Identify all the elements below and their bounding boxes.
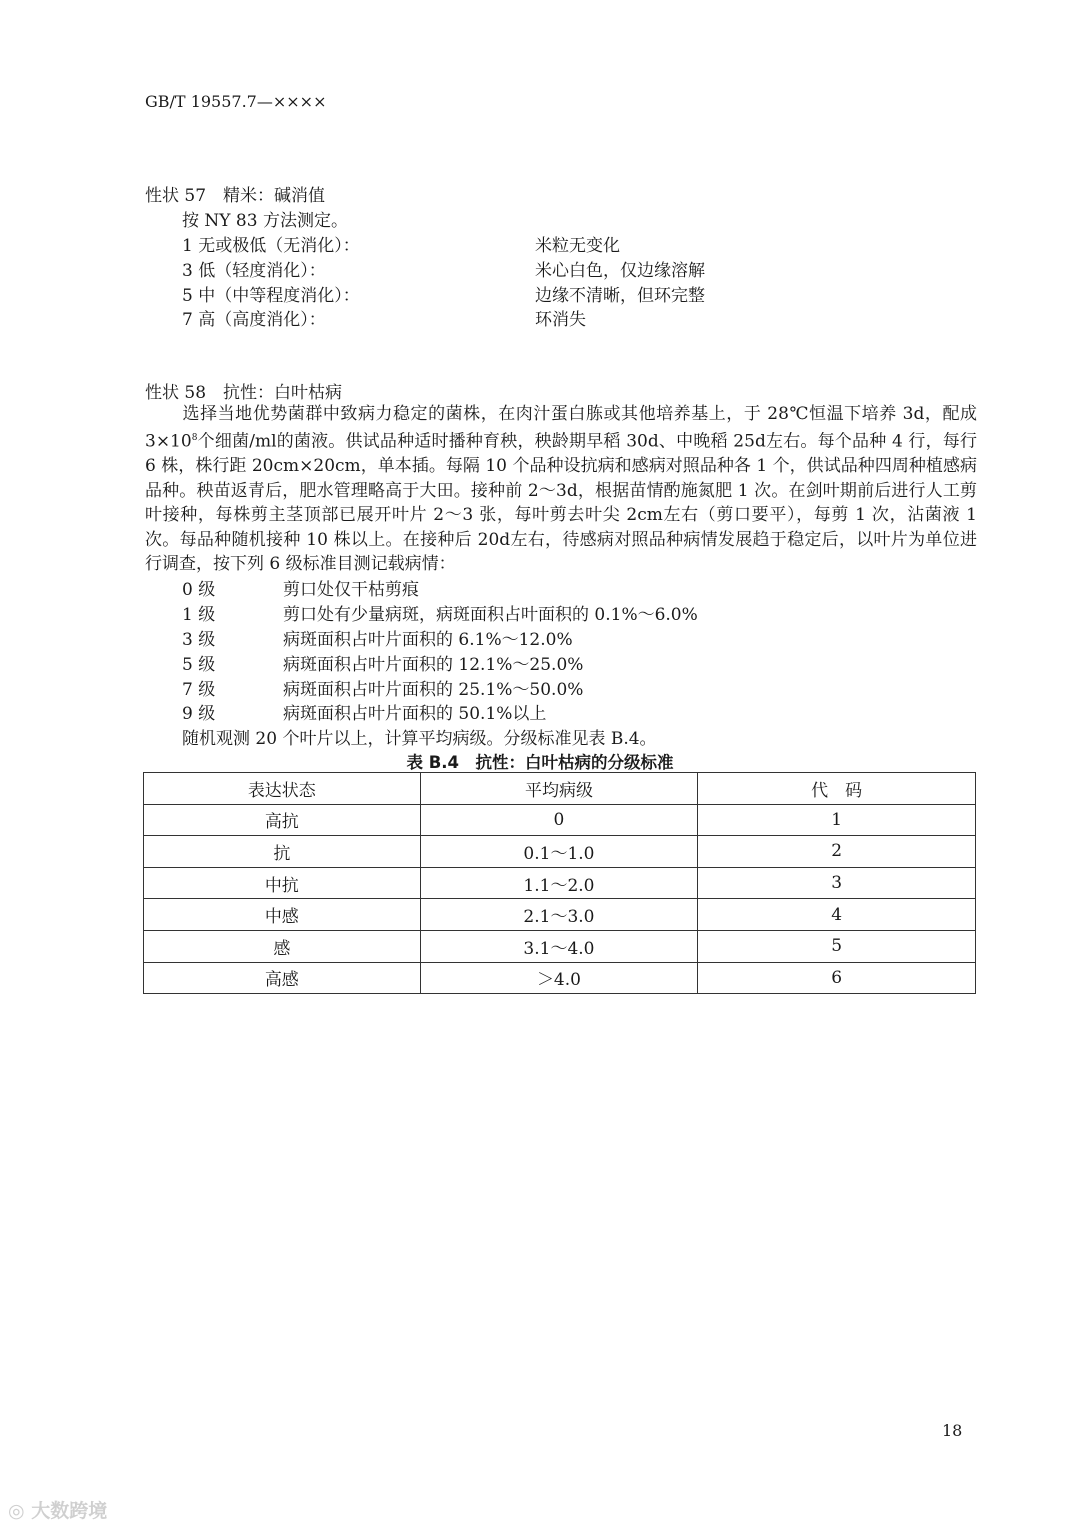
level-0: 0 级 (182, 580, 216, 600)
table-row (144, 962, 976, 994)
table-header-row (144, 773, 976, 805)
table-cell: 3.1～4.0 (420, 930, 698, 962)
level-3: 3 级 (182, 630, 216, 650)
closing-sentence: 随机观测 20 个叶片以上，计算平均病级。分级标准见表 B.4。 (182, 729, 657, 749)
trait-58-paragraph-b: 个细菌/ml的菌液。供试品种适时播种育秧，秧龄期早稻 30d、中晚稻 25d左右。每个品种 4 行，每行 6 株，株行距 20cm×20cm，单本插。每隔 10 个品种设抗病和感病对照品种各 1 个，供试品种四周种植感病品种。秧苗返青后，肥水管理略高于大田。接种前 2～3d，根据苗情酌施氮肥 1 次。在剑叶期前后进行人工剪叶接种，每株剪主茎顶部已展开叶片 2～3 张，每叶剪去叶尖 2cm左右（剪口要平），每剪 1 次，沾菌液 1 次。每品种随机接种 10 株以上。在接种后 20d左右，待感病对照品种病情发展趋于稳定后，以叶片为单位进行调查，按下列 6 级标准目测记载病情： (145, 432, 977, 575)
header-average-grade: 平均病级 (420, 773, 698, 805)
level-9-desc: 病斑面积占叶片面积的 50.1%以上 (283, 704, 547, 724)
level-5-desc: 病斑面积占叶片面积的 12.1%～25.0% (283, 655, 584, 675)
table-row (144, 804, 976, 836)
header-expression-state: 表达状态 (144, 773, 421, 805)
trait-58-paragraph (145, 402, 977, 577)
table-row (144, 930, 976, 962)
level-1: 1 级 (182, 605, 216, 625)
trait-57-grade-1: 1 无或极低（无消化）： (182, 236, 360, 256)
grading-table (143, 772, 976, 994)
trait-58-paragraph-sup: 8 (191, 433, 198, 444)
document-header: GB/T 19557.7—×××× (145, 92, 327, 111)
table-cell: 1.1～2.0 (420, 867, 698, 899)
header-code: 代 码 (698, 773, 976, 805)
page-number: 18 (942, 1421, 963, 1440)
level-9: 9 级 (182, 704, 216, 724)
level-7: 7 级 (182, 680, 216, 700)
trait-57-value-5: 边缘不清晰，但环完整 (535, 286, 705, 306)
table-cell: 抗 (144, 836, 421, 868)
watermark (8, 1496, 107, 1523)
table-cell: ＞4.0 (420, 962, 698, 994)
level-0-desc: 剪口处仅干枯剪痕 (283, 580, 419, 600)
table-caption: 表 B.4 抗性：白叶枯病的分级标准 (406, 753, 674, 772)
table-cell: 5 (698, 930, 976, 962)
table-cell: 高抗 (144, 804, 421, 836)
watermark-logo-icon: ◎ (8, 1500, 32, 1522)
table-row (144, 899, 976, 931)
trait-57-value-3: 米心白色，仅边缘溶解 (535, 261, 705, 281)
trait-58-title: 性状 58 抗性：白叶枯病 (145, 383, 343, 403)
table-cell: 3 (698, 867, 976, 899)
table-cell: 0 (420, 804, 698, 836)
table-cell: 0.1～1.0 (420, 836, 698, 868)
table-cell: 中抗 (144, 867, 421, 899)
trait-57-grade-3: 3 低（轻度消化）： (182, 261, 326, 281)
watermark-text: 大数跨境 (31, 1500, 108, 1522)
table-cell: 1 (698, 804, 976, 836)
trait-57-value-1: 米粒无变化 (535, 236, 620, 256)
table-cell: 2.1～3.0 (420, 899, 698, 931)
table-cell: 2 (698, 836, 976, 868)
table-cell: 4 (698, 899, 976, 931)
trait-57-grade-7: 7 高（高度消化）： (182, 310, 326, 330)
table-cell: 高感 (144, 962, 421, 994)
table-row (144, 867, 976, 899)
level-5: 5 级 (182, 655, 216, 675)
table-row (144, 836, 976, 868)
trait-57-value-7: 环消失 (535, 310, 586, 330)
trait-58-paragraph-a: 选择当地优势菌群中致病力稳定的菌株，在肉汁蛋白胨或其他培养基上，于 28℃恒温下培养 3d，配成 3×10 (145, 404, 977, 453)
level-3-desc: 病斑面积占叶片面积的 6.1%～12.0% (283, 630, 573, 650)
table-cell: 感 (144, 930, 421, 962)
table-cell: 6 (698, 962, 976, 994)
trait-57-method: 按 NY 83 方法测定。 (182, 211, 348, 231)
level-1-desc: 剪口处有少量病斑，病斑面积占叶面积的 0.1%～6.0% (283, 605, 698, 625)
level-7-desc: 病斑面积占叶片面积的 25.1%～50.0% (283, 680, 584, 700)
table-cell: 中感 (144, 899, 421, 931)
trait-57-title: 性状 57 精米：碱消值 (145, 186, 326, 206)
trait-57-grade-5: 5 中（中等程度消化）： (182, 286, 360, 306)
